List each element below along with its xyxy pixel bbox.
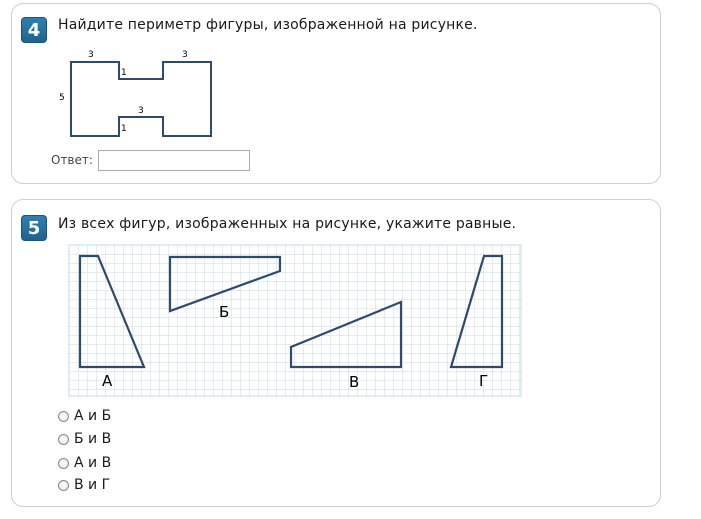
option-label: А и В [74, 455, 112, 471]
question-text: Найдите периметр фигуры, изображенной на рисунке. [58, 17, 478, 33]
option-label: А и Б [74, 408, 112, 424]
option-a-v[interactable] [58, 455, 111, 471]
label-top-notch: 1 [121, 68, 127, 78]
question-card-4 [11, 3, 661, 184]
option-a-b[interactable] [58, 408, 111, 424]
question-text: Из всех фигур, изображенных на рисунке, укажите равные. [58, 216, 517, 232]
question-number-badge: 4 [21, 17, 47, 43]
h-shape-outline [71, 62, 211, 136]
answer-input[interactable] [98, 150, 250, 171]
option-label: В и Г [74, 477, 111, 493]
option-v-g[interactable] [58, 477, 110, 493]
label-b: Б [219, 303, 230, 321]
radio-button[interactable] [58, 480, 69, 491]
option-b-v[interactable] [58, 431, 111, 447]
question-number-badge: 5 [21, 215, 47, 241]
radio-button[interactable] [58, 458, 69, 469]
label-bottom-notch: 1 [121, 124, 127, 134]
label-a: А [102, 372, 113, 390]
label-top-right: 3 [182, 50, 188, 60]
label-g: Г [479, 372, 489, 390]
label-left-side: 5 [59, 93, 65, 103]
label-top-left: 3 [88, 50, 94, 60]
answer-label: Ответ: [51, 153, 93, 167]
question-card-5 [11, 199, 661, 507]
option-label: Б и В [74, 431, 112, 447]
radio-button[interactable] [58, 411, 69, 422]
grid-background [69, 245, 521, 396]
label-bottom-middle: 3 [138, 106, 144, 116]
radio-button[interactable] [58, 434, 69, 445]
label-v: В [349, 373, 360, 391]
